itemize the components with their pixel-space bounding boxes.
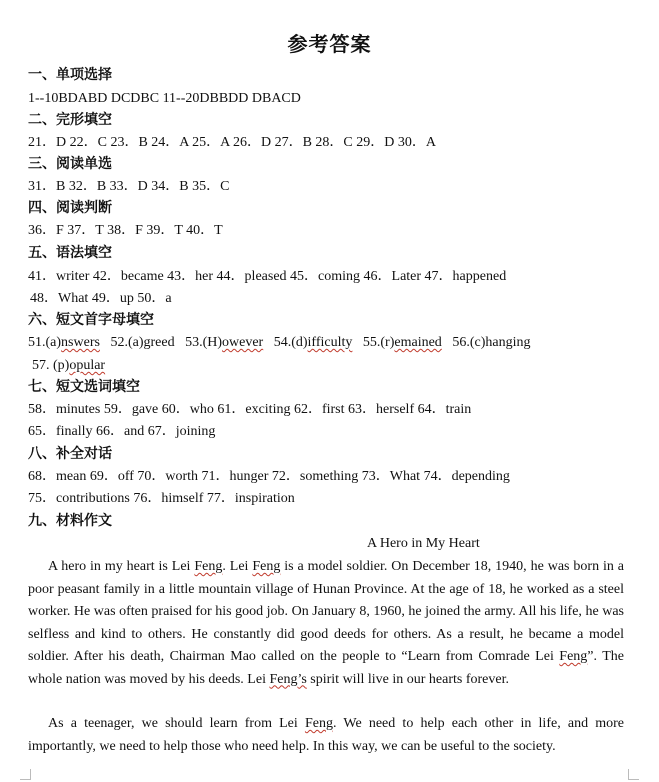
answers-reading-choice: 31．B 32．B 33．D 34．B 35．C [28,179,230,194]
answer-57-word: opular [69,358,106,373]
page-corner-mark [628,769,639,780]
section-heading-cloze: 二、完形填空 [28,112,112,128]
essay-name: Feng [194,559,223,574]
answers-word-choice-line2: 65．finally 66．and 67．joining [28,424,216,439]
section-heading-initial-letter-fill: 六、短文首字母填空 [28,312,154,328]
answer-54-word: ifficulty [307,335,353,350]
answer-54-prefix: 54.(d) [263,335,308,350]
essay-paragraph-2 [28,713,624,758]
page-title: 参考答案 [287,32,372,56]
answer-52: 52.(a)greed [99,335,186,350]
section-heading-word-choice-fill: 七、短文选词填空 [28,379,140,395]
essay-name: Feng [304,716,333,731]
answer-51-prefix: 51.(a) [28,335,62,350]
essay-text: spirit will live in our hearts forever. [306,671,509,687]
answers-word-choice-line1: 58．minutes 59．gave 60．who 61．exciting 62．first 63．herself 64．train [28,402,472,417]
essay-name: Feng [252,559,281,574]
answer-55-prefix: 55.(r) [352,335,395,350]
section-heading-grammar-fill: 五、语法填空 [28,245,112,261]
answers-dialogue-line1: 68．mean 69．off 70．worth 71．hunger 72．something 73．What 74．depending [28,469,510,484]
answers-reading-judgement: 36．F 37．T 38．F 39．T 40．T [28,223,223,238]
answer-51-word: nswers [61,335,100,350]
essay-name: Feng’s [269,671,307,687]
essay-text: ”. The whole nation was moved by his deeds. Lei [28,649,624,687]
section-heading-reading-choice: 三、阅读单选 [28,156,112,172]
answers-dialogue-line2: 75．contributions 76．himself 77．inspiration [28,491,295,506]
answers-single-choice: 1--10BDABD DCDBC 11--20DBBDD DBACD [28,91,301,106]
section-heading-dialogue-completion: 八、补全对话 [28,446,112,462]
answer-57-prefix: 57. (p) [32,358,70,373]
essay-name: Feng [559,649,588,664]
page-corner-mark [20,769,31,780]
essay-text: As a teenager, we should learn from Lei [48,716,305,731]
answers-grammar-fill-line2: 48．What 49．up 50．a [30,291,172,306]
section-heading-single-choice: 一、单项选择 [28,67,112,83]
section-heading-reading-judgement: 四、阅读判断 [28,200,112,216]
essay-text: A hero in my heart is Lei [48,559,195,574]
essay-title: A Hero in My Heart [367,536,480,551]
answer-56: 56.(c)hanging [441,335,531,350]
answer-53-prefix: 53.(H) [185,335,223,350]
essay-text: . We need to help each other in life, and more importantly, we need to help those who need help. In this way, we can be useful to the society. [28,716,624,754]
section-heading-writing: 九、材料作文 [28,513,112,529]
answer-55-word: emained [394,335,442,350]
answers-initial-letter-line1 [28,333,530,353]
essay-text: is a model soldier. On December 18, 1940, he was born in a poor peasant family in a little mountain village of Hunan Province. At the age of 18, he worked as a steel worker. He was often praised for his good job. On January 8, 1960, he joined the army. All his life, he was selfless and kind to others. He constantly did good deeds for others. As a result, he became a model soldier. After his death, Chairman Mao called on the people to “Learn from Comrade Lei [28,559,624,664]
answers-cloze: 21．D 22．C 23．B 24．A 25．A 26．D 27．B 28．C 29．D 30．A [28,135,436,150]
essay-text: . Lei [222,559,253,574]
answer-53-word: owever [222,335,264,350]
answers-initial-letter-line2 [32,356,105,376]
essay-paragraph-1 [28,556,624,691]
answers-grammar-fill-line1: 41．writer 42．became 43．her 44．pleased 45．coming 46．Later 47．happened [28,269,507,284]
